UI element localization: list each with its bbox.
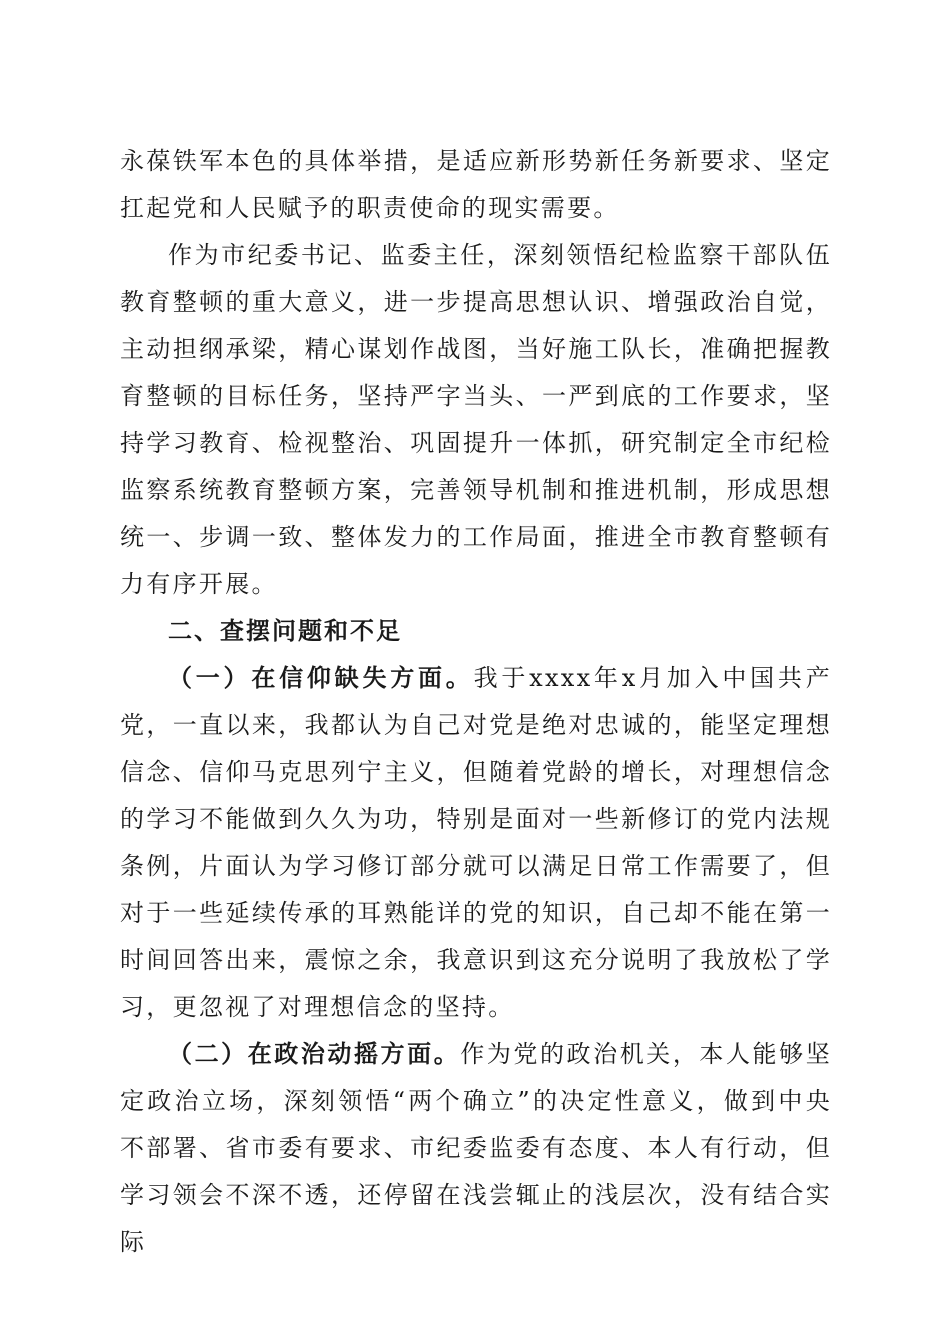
item-faith xyxy=(120,655,832,1031)
document-body xyxy=(120,138,832,1266)
paragraph-role: 作为市纪委书记、监委主任，深刻领悟纪检监察干部队伍教育整顿的重大意义，进一步提高思想认识、增强政治自觉，主动担纲承梁，精心谋划作战图，当好施工队长，准确把握教育整顿的目标任务，坚持严字当头、一严到底的工作要求，坚持学习教育、检视整治、巩固提升一体抓，研究制定全市纪检监察系统教育整顿方案，完善领导机制和推进机制，形成思想统一、步调一致、整体发力的工作局面，推进全市教育整顿有力有序开展。 xyxy=(120,241,832,598)
section-heading: 二、查摆问题和不足 xyxy=(168,617,402,645)
item-politics xyxy=(120,1031,832,1266)
item-faith-body: 我于xxxx年x月加入中国共产党，一直以来，我都认为自己对党是绝对忠诚的，能坚定理想信念、信仰马克思列宁主义，但随着党龄的增长，对理想信念的学习不能做到久久为功，特别是面对一些新修订的党内法规条例，片面认为学习修订部分就可以满足日常工作需要了，但对于一些延续传承的耳熟能详的党的知识，自己却不能在第一时间回答出来，震惊之余，我意识到这充分说明了我放松了学习，更忽视了对理想信念的坚持。 xyxy=(120,664,832,1021)
item-politics-lead: （二）在政治动摇方面。 xyxy=(168,1040,461,1068)
item-faith-lead: （一）在信仰缺失方面。 xyxy=(168,664,474,692)
item-politics-body: 作为党的政治机关，本人能够坚定政治立场，深刻领悟“两个确立”的决定性意义，做到中央不部署、省市委有要求、市纪委监委有态度、本人有行动，但学习领会不深不透，还停留在浅尝辄止的浅层次，没有结合实际 xyxy=(120,1040,832,1256)
paragraph-continuation: 永葆铁军本色的具体举措，是适应新形势新任务新要求、坚定扛起党和人民赋予的职责使命的现实需要。 xyxy=(120,147,832,222)
